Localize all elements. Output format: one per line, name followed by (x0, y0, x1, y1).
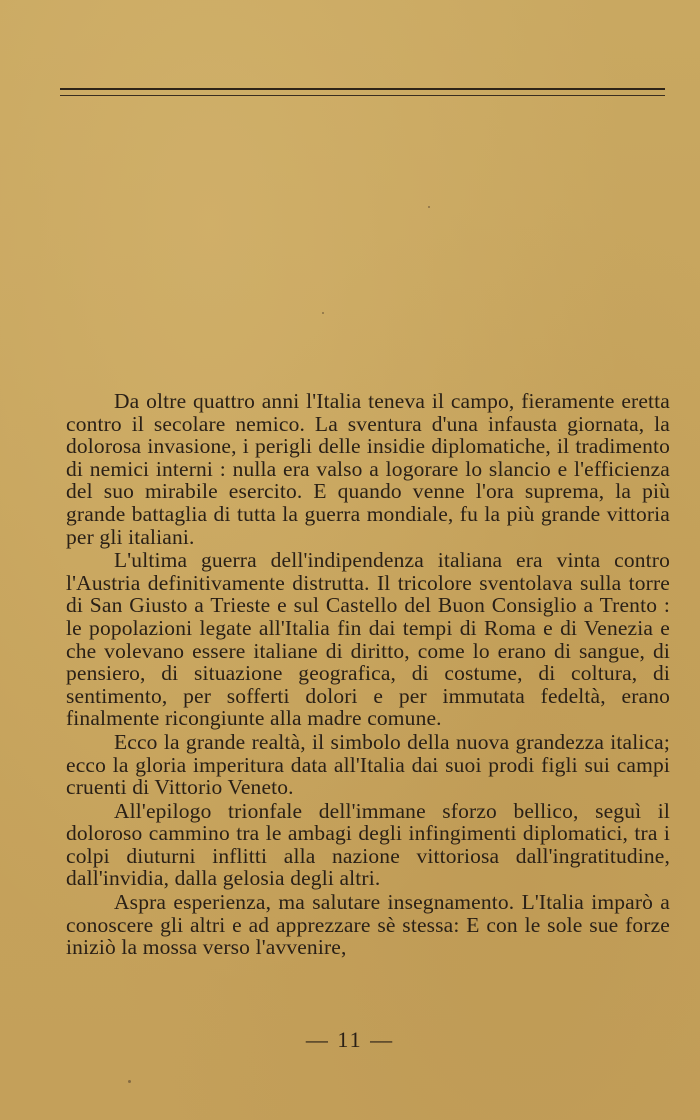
paragraph-4: All'epilogo trionfale dell'immane sforzo bellico, seguì il doloroso cammino tra le ambagi degli infingimenti diplomatici, tra i colpi diuturni inflitti alla nazione vittoriosa dall'ingratitudine, dall'invidia, dalla gelosia degli altri. (66, 798, 670, 891)
header-rule-thin (60, 95, 665, 96)
paragraph-2: L'ultima guerra dell'indipendenza italiana era vinta contro l'Austria definitivamente distrutta. Il tricolore sventolava sulla torre di San Giusto a Trieste e sul Castello del Buon Consiglio a Trento : le popolazioni legate all'Italia fin dai tempi di Roma e di Venezia e che volevano essere italiane di diritto, come lo erano di sangue, di pensiero, di situazione geografica, di costume, di coltura, di sentimento, per sofferti dolori e per immutata fedeltà, erano finalmente ricongiunte alla madre comune. (66, 548, 670, 731)
paragraph-5: Aspra esperienza, ma salutare insegnamento. L'Italia imparò a conoscere gli altri e ad apprezzare sè stessa: E con le sole sue forze iniziò la mossa verso l'avvenire, (66, 890, 670, 960)
paper-speck (322, 312, 324, 314)
page-number: — 11 — (305, 1027, 395, 1052)
paragraph-1: Da oltre quattro anni l'Italia teneva il campo, fieramente eretta contro il secolare nemico. La sventura d'una infausta giornata, la dolorosa invasione, i perigli delle insidie diplomatiche, il tradimento di nemici interni : nulla era valso a logorare lo slancio e l'efficienza del suo mirabile esercito. E quando venne l'ora suprema, la più grande battaglia di tutta la guerra mondiale, fu la più grande vittoria per gli italiani. (66, 389, 670, 549)
paper-speck (428, 206, 430, 208)
paragraph-3: Ecco la grande realtà, il simbolo della nuova grandezza italica; ecco la gloria imperitura data all'Italia dai suoi prodi figli sui campi cruenti di Vittorio Veneto. (66, 729, 670, 800)
header-rule (60, 88, 665, 90)
paper-speck (128, 1080, 131, 1083)
body-text (66, 390, 670, 959)
